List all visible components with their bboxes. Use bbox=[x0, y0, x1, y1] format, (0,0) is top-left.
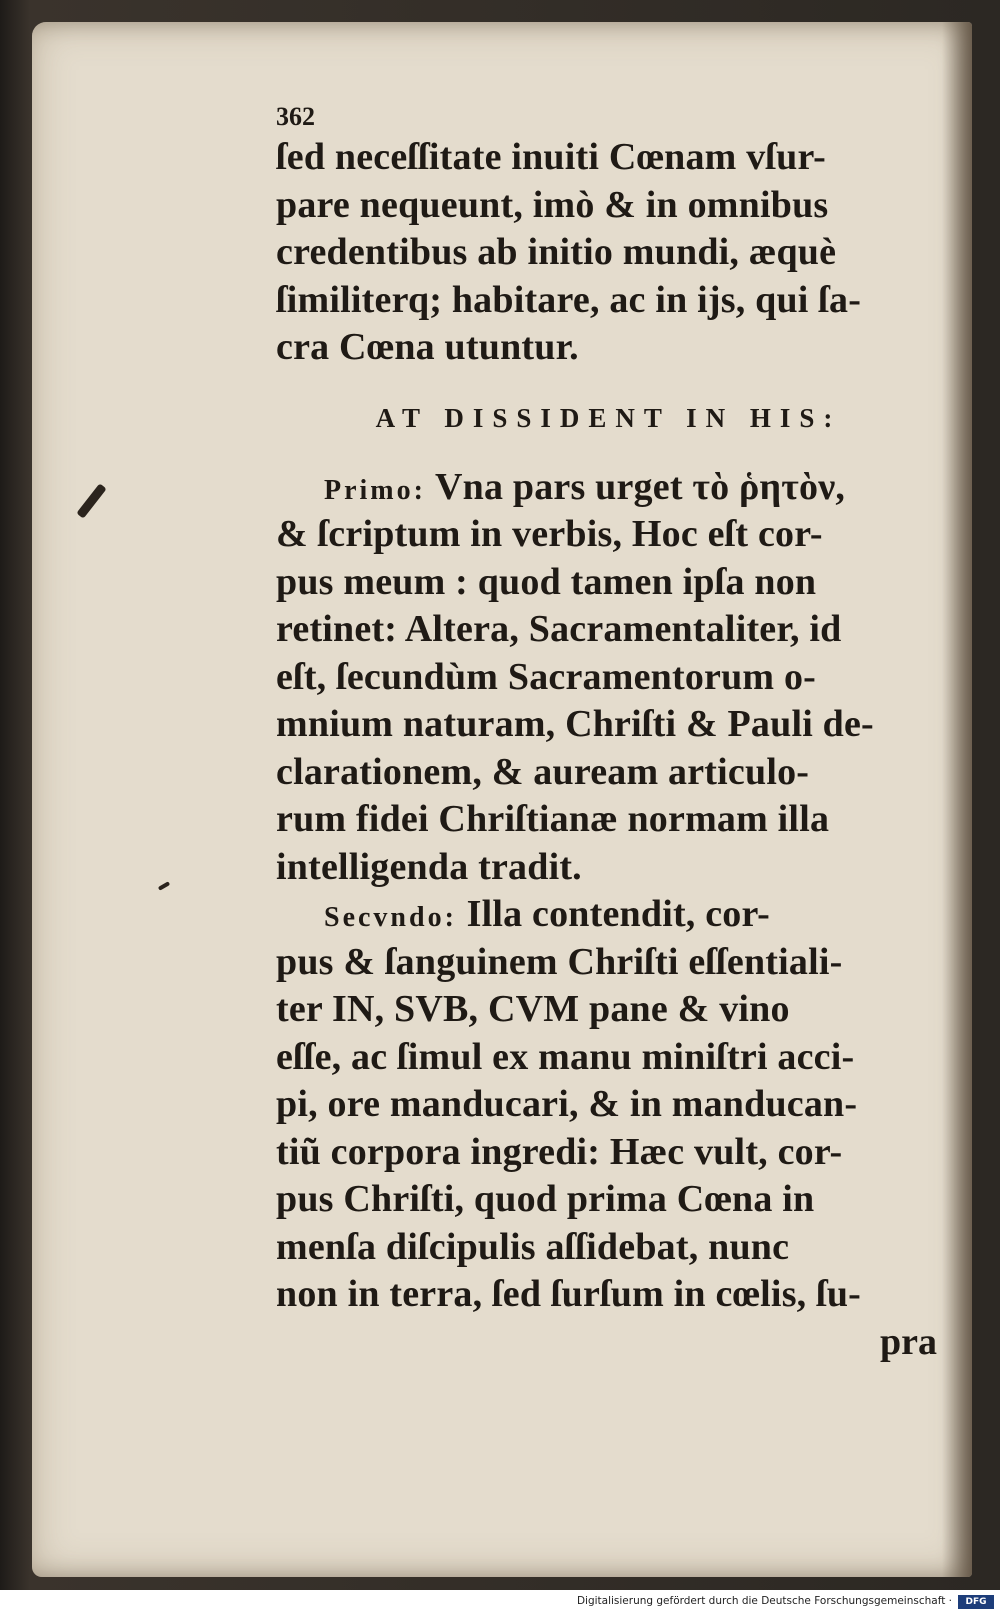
text-line: tiũ corpora ingredi: Hæc vult, cor- bbox=[276, 1130, 843, 1173]
ink-dot-mark bbox=[158, 881, 170, 890]
text-line: & ſcriptum in verbis, Hoc eſt cor- bbox=[276, 513, 823, 555]
ink-stroke-mark bbox=[76, 483, 106, 518]
text-line: ter IN, SVB, CVM pane & vino bbox=[276, 988, 790, 1030]
paragraph-one-first-line-text: Vna pars urget τὸ ῥητὸν, bbox=[425, 465, 846, 508]
funding-notice: Digitalisierung gefördert durch die Deutsche Forschungsgemeinschaft · bbox=[576, 1595, 952, 1607]
text-line: eſſe, ac ſimul ex manu miniſtri acci- bbox=[276, 1035, 855, 1078]
page-gutter-shadow bbox=[942, 22, 972, 1577]
text-line: ſed neceſſitate inuiti Cœnam vſur- bbox=[276, 136, 827, 178]
text-line: intelligenda tradit. bbox=[276, 845, 582, 888]
text-line: credentibus ab initio mundi, æquè bbox=[276, 231, 837, 273]
text-line: clarationem, & auream articulo- bbox=[276, 750, 810, 793]
text-line: ſimiliterq; habitare, ac in ijs, qui ſa- bbox=[276, 278, 862, 321]
footer-bar bbox=[0, 1590, 1000, 1616]
text-line: retinet: Altera, Sacramentaliter, id bbox=[276, 608, 842, 650]
paragraph-two-lead: Secvndo: bbox=[324, 902, 457, 933]
text-line: pus meum : quod tamen ipſa non bbox=[276, 560, 817, 603]
book-page bbox=[32, 22, 972, 1577]
paragraph-one-first-line bbox=[276, 464, 941, 512]
text-line: eſt, ſecundùm Sacramentorum o- bbox=[276, 655, 817, 698]
catchword: pra bbox=[880, 1320, 937, 1363]
page-text bbox=[276, 102, 941, 1366]
section-heading: AT DISSIDENT IN HIS: bbox=[375, 402, 842, 433]
text-line: rum fidei Chriſtianæ normam illa bbox=[276, 798, 830, 840]
text-line: non in terra, ſed ſurſum in cœlis, ſu- bbox=[276, 1273, 862, 1315]
paragraph-one-lead: Primo: bbox=[324, 474, 426, 506]
page-number: 362 bbox=[276, 102, 315, 131]
text-line: cra Cœna utuntur. bbox=[276, 326, 579, 368]
text-line: mnium naturam, Chriſti & Pauli de- bbox=[276, 703, 874, 745]
text-line: pi, ore manducari, & in manducan- bbox=[276, 1083, 858, 1125]
dfg-logo: DFG bbox=[958, 1595, 994, 1609]
paragraph-two-first-line bbox=[276, 891, 941, 939]
text-line: pare nequeunt, imò & in omnibus bbox=[276, 183, 829, 226]
text-line: pus & ſanguinem Chriſti eſſentiali- bbox=[276, 940, 843, 983]
paragraph-two-first-line-text: Illa contendit, cor- bbox=[456, 893, 770, 935]
text-line: pus Chriſti, quod prima Cœna in bbox=[276, 1178, 815, 1220]
text-line: menſa diſcipulis aſſidebat, nunc bbox=[276, 1225, 790, 1268]
